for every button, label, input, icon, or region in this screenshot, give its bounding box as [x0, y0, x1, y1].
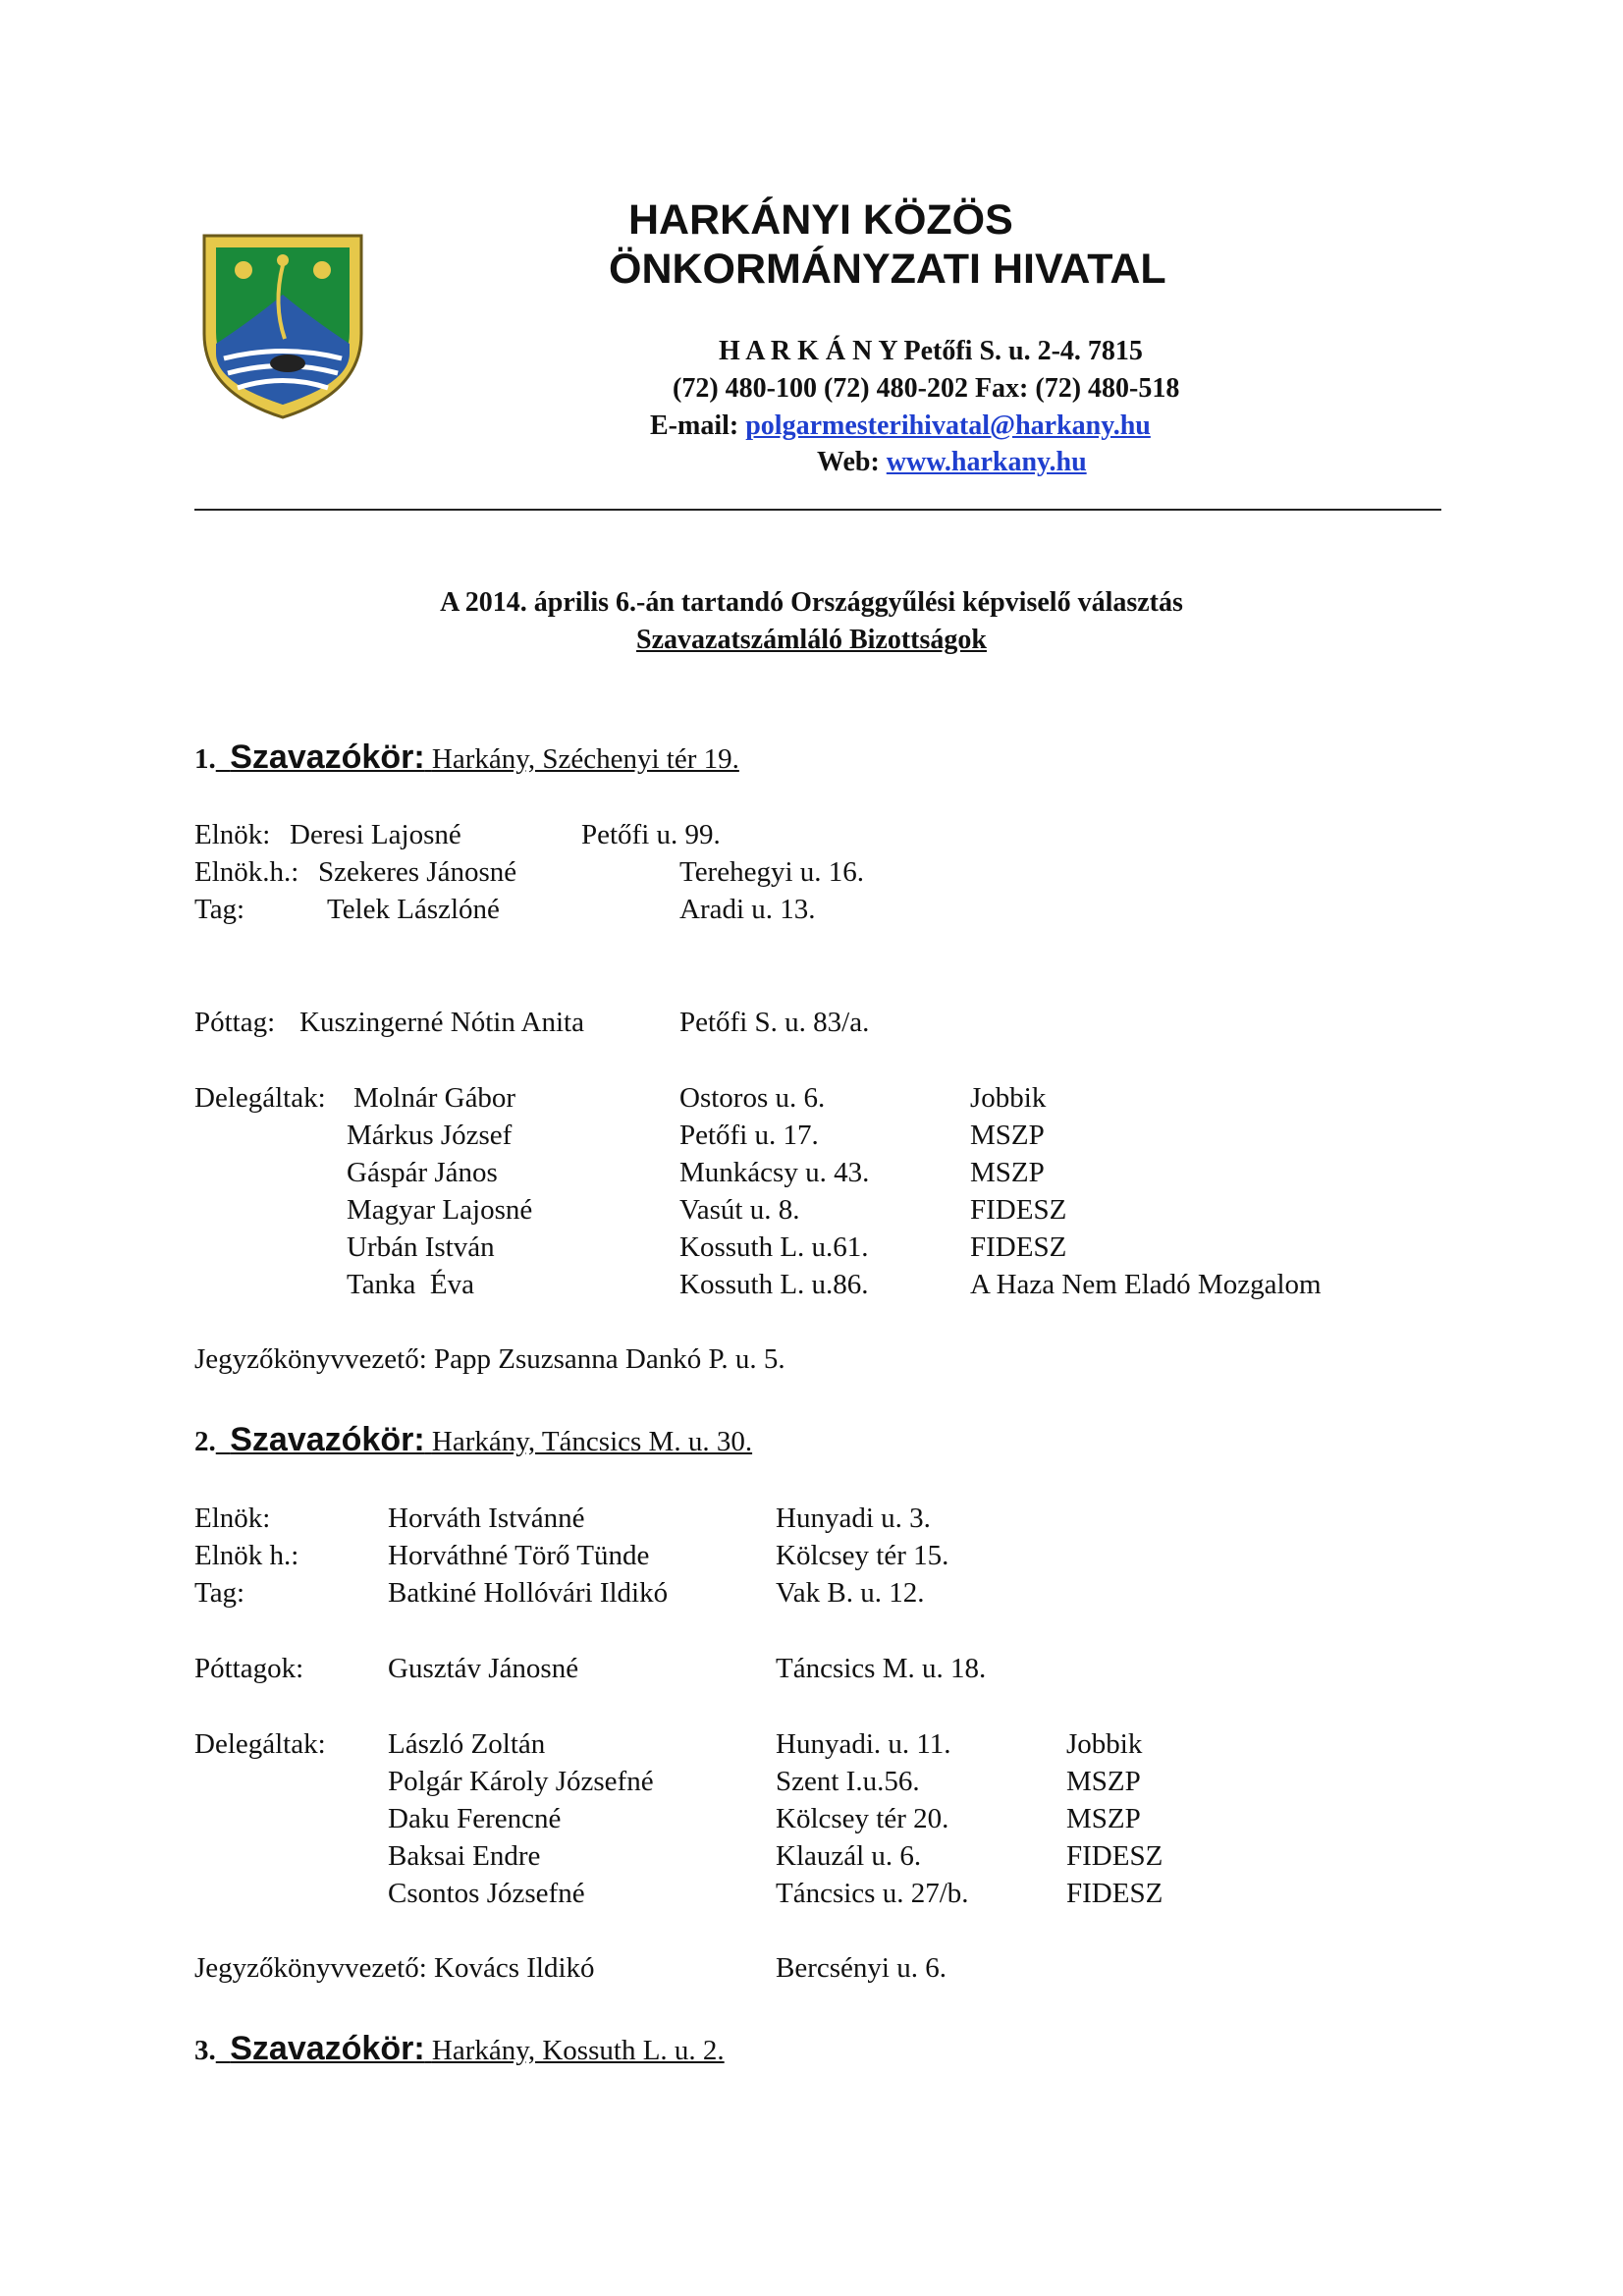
s2-delegates-role: Delegáltak: — [194, 1728, 326, 1760]
s1-elnok-name: Deresi Lajosné — [290, 819, 461, 850]
s1-delegates-role: Delegáltak: — [194, 1082, 326, 1114]
s2-delegate-party: Jobbik — [1066, 1728, 1143, 1760]
s1-delegate-name: Tanka Éva — [347, 1269, 475, 1300]
section-1-heading — [194, 738, 739, 777]
s1-elnokh-name: Szekeres Jánosné — [318, 856, 517, 888]
s1-elnokh-address: Terehegyi u. 16. — [679, 856, 865, 888]
s1-delegate-address: Ostoros u. 6. — [679, 1082, 826, 1114]
s2-recorder-name: Jegyzőkönyvvezető: Kovács Ildikó — [194, 1952, 595, 1984]
s1-delegate-name: Gáspár János — [347, 1157, 498, 1188]
s2-elnok-address: Hunyadi u. 3. — [776, 1503, 931, 1534]
section-3-number: 3. — [194, 2035, 216, 2066]
s2-delegate-address: Szent I.u.56. — [776, 1766, 920, 1797]
s2-elnok-role: Elnök: — [194, 1503, 271, 1534]
section-3-heading — [194, 2030, 725, 2068]
s1-elnok-role: Elnök: — [194, 819, 271, 850]
header-divider — [194, 509, 1441, 511]
coat-of-arms-logo — [194, 226, 371, 422]
s1-pottag-name: Kuszingerné Nótin Anita — [299, 1007, 584, 1038]
s1-delegate-name: Molnár Gábor — [353, 1082, 516, 1114]
s2-tag-address: Vak B. u. 12. — [776, 1577, 925, 1609]
s2-recorder-address: Bercsényi u. 6. — [776, 1952, 947, 1984]
email-label: E-mail: — [650, 410, 739, 441]
email-line — [650, 410, 1151, 442]
s1-delegate-party: Jobbik — [970, 1082, 1047, 1114]
section-1-place: Harkány, Széchenyi tér 19. — [431, 743, 739, 775]
s2-delegate-address: Klauzál u. 6. — [776, 1840, 922, 1872]
section-3-place: Harkány, Kossuth L. u. 2. — [431, 2035, 725, 2066]
s1-delegate-address: Kossuth L. u.61. — [679, 1231, 869, 1263]
document-subtitle: Szavazatszámláló Bizottságok — [636, 625, 987, 655]
s1-delegate-party: FIDESZ — [970, 1231, 1067, 1263]
s1-delegate-address: Petőfi u. 17. — [679, 1120, 819, 1151]
section-2-place: Harkány, Táncsics M. u. 30. — [431, 1426, 753, 1457]
s1-tag-name: Telek Lászlóné — [327, 894, 500, 925]
s1-delegate-party: MSZP — [970, 1120, 1045, 1151]
s1-delegate-name: Magyar Lajosné — [347, 1194, 533, 1226]
s2-delegate-name: Polgár Károly Józsefné — [388, 1766, 654, 1797]
s1-tag-address: Aradi u. 13. — [679, 894, 816, 925]
s2-tag-role: Tag: — [194, 1577, 245, 1609]
s2-delegate-name: László Zoltán — [388, 1728, 546, 1760]
s2-delegate-party: FIDESZ — [1066, 1878, 1163, 1909]
s1-delegate-name: Urbán István — [347, 1231, 495, 1263]
section-3-label: Szavazókör: — [230, 2030, 425, 2067]
s2-delegate-address: Kölcsey tér 20. — [776, 1803, 949, 1834]
office-title-line2: ÖNKORMÁNYZATI HIVATAL — [609, 246, 1166, 293]
office-address: H A R K Á N Y Petőfi S. u. 2-4. 7815 — [719, 336, 1143, 366]
section-1-label: Szavazókör: — [230, 738, 425, 776]
s2-delegate-name: Daku Ferencné — [388, 1803, 562, 1834]
s2-delegate-address: Hunyadi. u. 11. — [776, 1728, 951, 1760]
s2-elnok-name: Horváth Istvánné — [388, 1503, 585, 1534]
s1-delegate-party: MSZP — [970, 1157, 1045, 1188]
email-link[interactable]: polgarmesterihivatal@harkany.hu — [745, 410, 1151, 441]
s1-pottag-role: Póttag: — [194, 1007, 276, 1038]
s2-delegate-address: Táncsics u. 27/b. — [776, 1878, 969, 1909]
s1-delegate-address: Vasút u. 8. — [679, 1194, 800, 1226]
s2-pottag-name: Gusztáv Jánosné — [388, 1653, 579, 1684]
s2-delegate-party: MSZP — [1066, 1803, 1141, 1834]
s1-delegate-name: Márkus József — [347, 1120, 513, 1151]
s2-pottag-role: Póttagok: — [194, 1653, 304, 1684]
s2-delegate-name: Csontos Józsefné — [388, 1878, 585, 1909]
s1-delegate-address: Munkácsy u. 43. — [679, 1157, 870, 1188]
s1-recorder: Jegyzőkönyvvezető: Papp Zsuzsanna Dankó P. u. 5. — [194, 1343, 785, 1375]
s1-delegate-address: Kossuth L. u.86. — [679, 1269, 869, 1300]
web-line — [817, 447, 1087, 478]
s1-delegate-party: A Haza Nem Eladó Mozgalom — [970, 1269, 1322, 1300]
s2-pottag-address: Táncsics M. u. 18. — [776, 1653, 987, 1684]
s2-delegate-party: FIDESZ — [1066, 1840, 1163, 1872]
section-2-number: 2. — [194, 1426, 216, 1457]
document-title: A 2014. április 6.-án tartandó Országgyűlési képviselő választás — [440, 587, 1183, 618]
office-title-line1: HARKÁNYI KÖZÖS — [628, 196, 1013, 244]
s2-delegate-name: Baksai Endre — [388, 1840, 541, 1872]
s2-elnokh-address: Kölcsey tér 15. — [776, 1540, 949, 1571]
s1-delegate-party: FIDESZ — [970, 1194, 1067, 1226]
s1-pottag-address: Petőfi S. u. 83/a. — [679, 1007, 870, 1038]
web-link[interactable]: www.harkany.hu — [886, 447, 1087, 477]
section-1-number: 1. — [194, 743, 216, 775]
section-2-label: Szavazókör: — [230, 1421, 425, 1458]
web-label: Web: — [817, 447, 880, 477]
s2-elnokh-role: Elnök h.: — [194, 1540, 299, 1571]
s2-elnokh-name: Horváthné Törő Tünde — [388, 1540, 650, 1571]
s2-tag-name: Batkiné Hollóvári Ildikó — [388, 1577, 669, 1609]
section-2-heading — [194, 1421, 752, 1459]
office-phones: (72) 480-100 (72) 480-202 Fax: (72) 480-518 — [673, 373, 1180, 404]
s1-elnokh-role: Elnök.h.: — [194, 856, 299, 888]
s1-tag-role: Tag: — [194, 894, 245, 925]
s2-delegate-party: MSZP — [1066, 1766, 1141, 1797]
s1-elnok-address: Petőfi u. 99. — [581, 819, 721, 850]
